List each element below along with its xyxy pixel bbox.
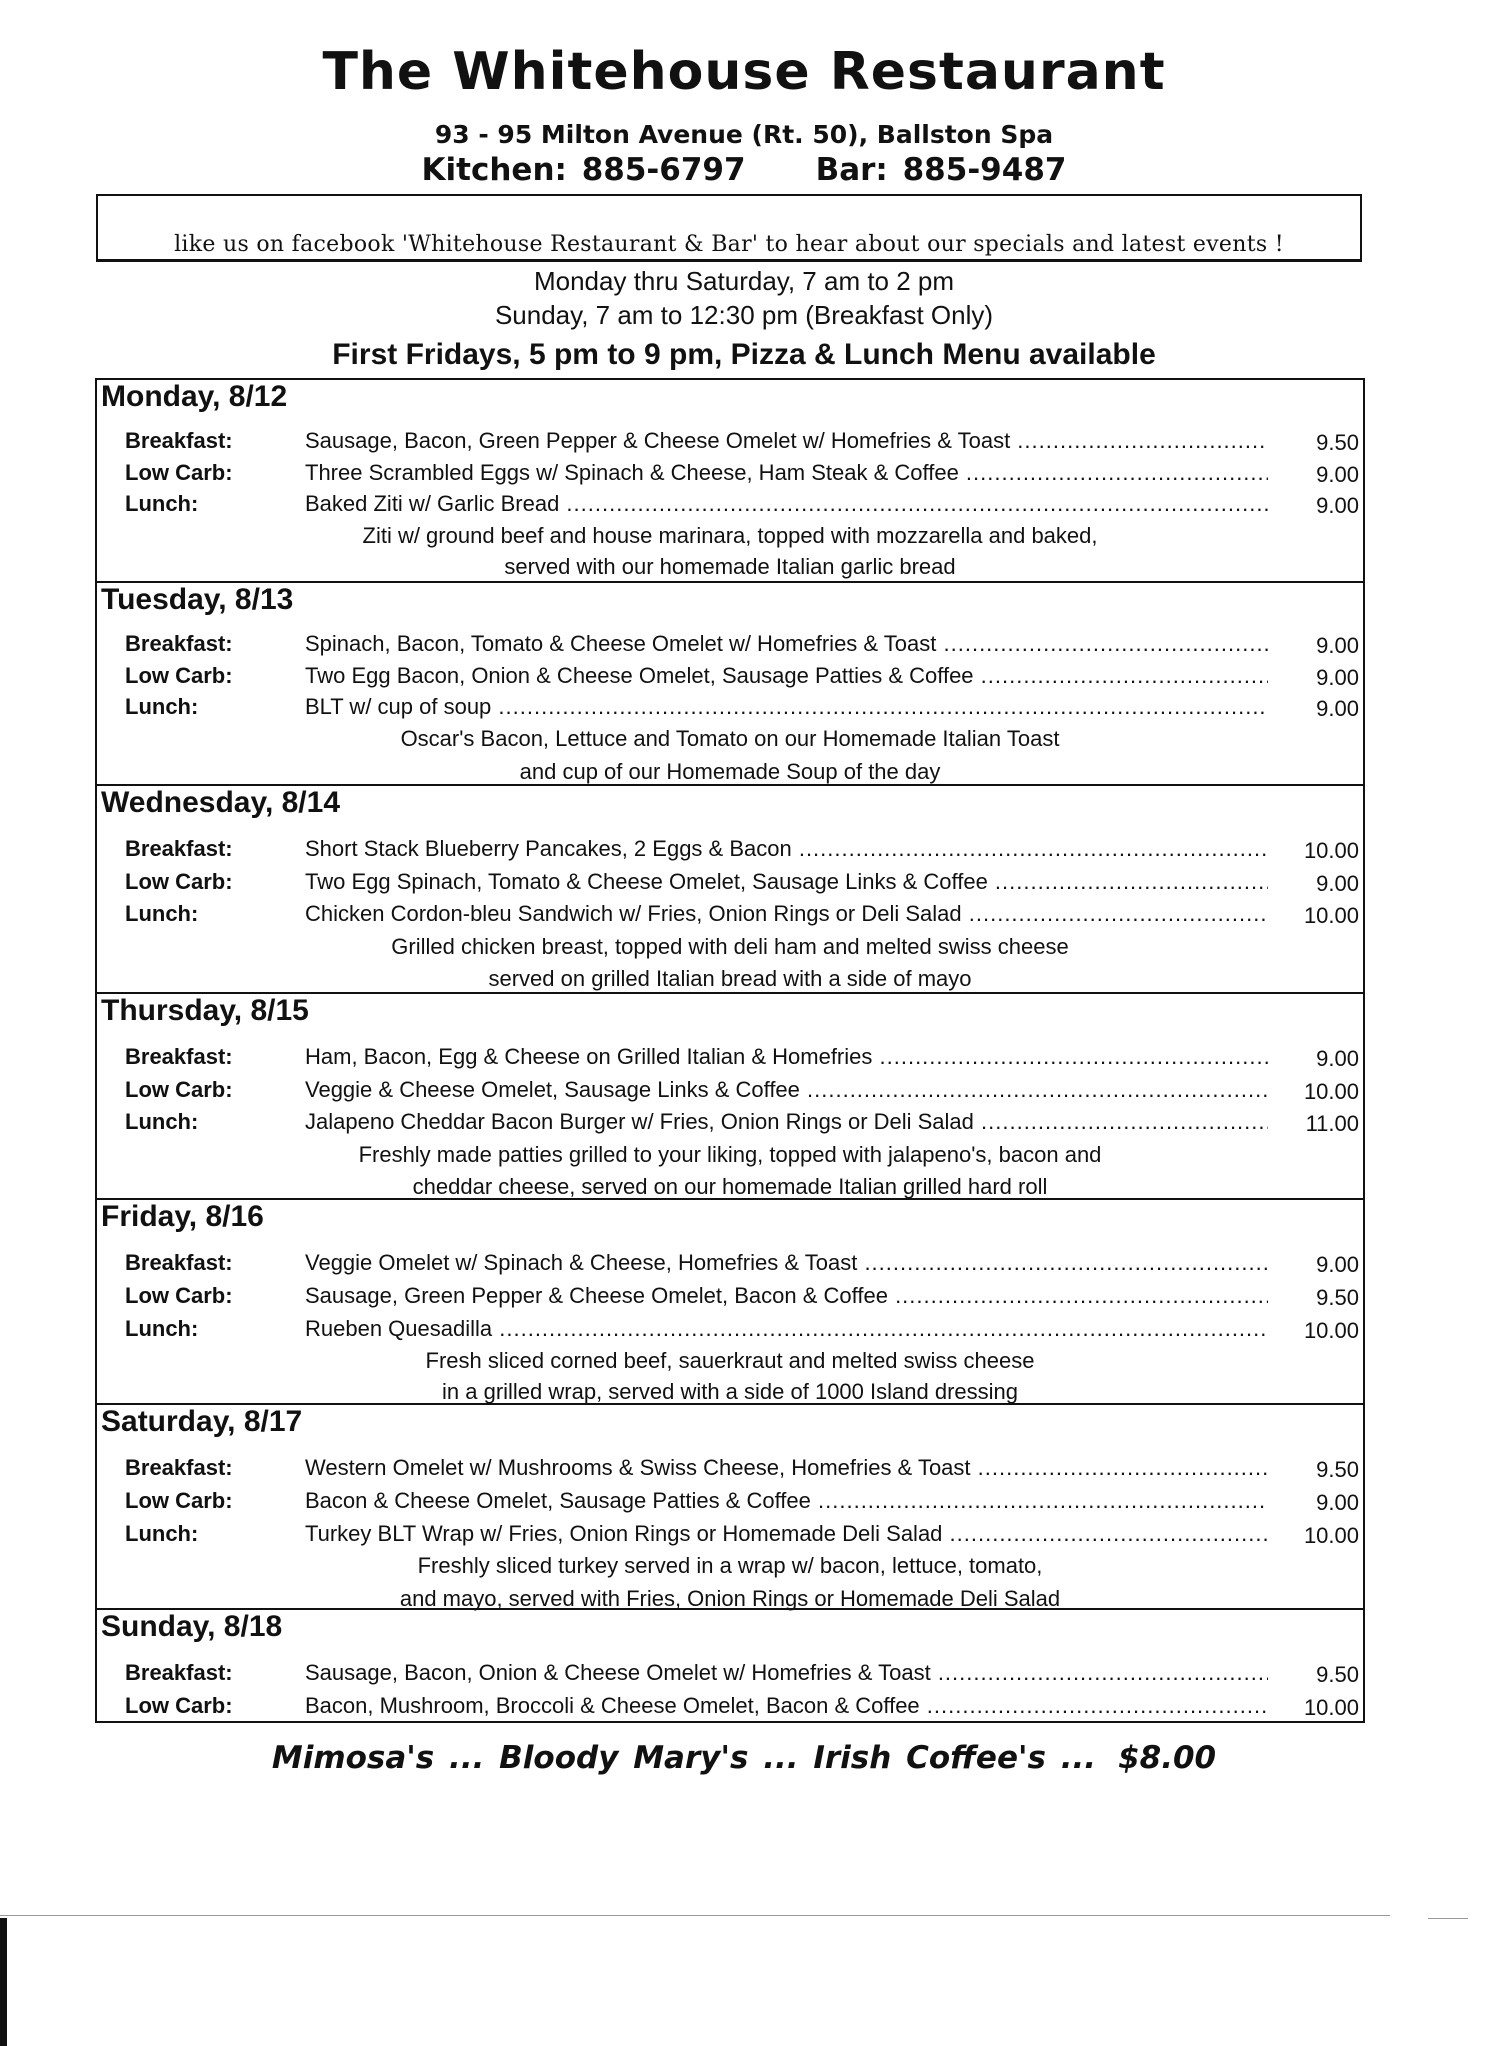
item-category: Low Carb:: [125, 663, 233, 688]
item-price: 10.00: [1303, 1079, 1359, 1104]
hours-sunday: Sunday, 7 am to 12:30 pm (Breakfast Only): [494, 300, 994, 330]
day-sunday: [97, 1608, 1363, 1721]
item-description: Baked Ziti w/ Garlic Bread .....: [305, 491, 1268, 517]
item-price: 9.00: [1316, 1046, 1359, 1071]
drink-list: Mimosa's ... Bloody Mary's ... Irish Coffee's ...: [271, 1740, 1097, 1776]
menu-item: [97, 491, 1363, 523]
menu-item: [97, 1521, 1363, 1553]
item-category: Lunch:: [125, 694, 199, 719]
day-heading: Saturday, 8/17: [101, 1405, 303, 1438]
item-price: 9.50: [1316, 1285, 1359, 1310]
day-heading: Thursday, 8/15: [101, 994, 309, 1027]
menu-item: [97, 1455, 1363, 1487]
day-heading: Sunday, 8/18: [101, 1610, 283, 1643]
item-category: Low Carb:: [125, 460, 233, 485]
item-price: 9.00: [1316, 462, 1359, 487]
item-description: BLT w/ cup of soup .....: [305, 694, 1268, 720]
item-price: 10.00: [1303, 1318, 1359, 1343]
item-category: Low Carb:: [125, 1077, 233, 1102]
item-price: 9.00: [1316, 696, 1359, 721]
item-price: 9.00: [1316, 1490, 1359, 1515]
menu-item: [97, 1693, 1363, 1725]
item-price: 10.00: [1303, 838, 1359, 863]
day-heading: Tuesday, 8/13: [101, 583, 294, 616]
scan-edge-mark: [0, 1918, 7, 2046]
lunch-note-line: served on grilled Italian bread with a side of mayo: [488, 966, 972, 991]
item-description: Spinach, Bacon, Tomato & Cheese Omelet w/ Homefries & Toast .....: [305, 631, 1268, 657]
first-fridays-notice: First Fridays, 5 pm to 9 pm, Pizza & Lunch Menu available: [332, 338, 1156, 371]
day-friday: [97, 1198, 1363, 1403]
item-category: Low Carb:: [125, 1693, 233, 1718]
menu-item: [97, 836, 1363, 868]
item-category: Lunch:: [125, 1109, 199, 1134]
item-price: 10.00: [1303, 1523, 1359, 1548]
item-description: Short Stack Blueberry Pancakes, 2 Eggs & Bacon .....: [305, 836, 1268, 862]
item-description: Rueben Quesadilla .....: [305, 1316, 1268, 1342]
item-category: Low Carb:: [125, 1283, 233, 1308]
menu-item: [97, 1109, 1363, 1141]
scan-dash-mark: [1428, 1918, 1468, 1919]
menu-item: [97, 1283, 1363, 1315]
menu-item: [97, 663, 1363, 695]
item-description: Three Scrambled Eggs w/ Spinach & Cheese, Ham Steak & Coffee .....: [305, 460, 1268, 486]
menu-item: [97, 428, 1363, 460]
item-description: Veggie Omelet w/ Spinach & Cheese, Homefries & Toast .....: [305, 1250, 1268, 1276]
item-description: Turkey BLT Wrap w/ Fries, Onion Rings or Homemade Deli Salad .....: [305, 1521, 1268, 1547]
lunch-note-line: and cup of our Homemade Soup of the day: [519, 759, 941, 784]
hours-weekday: Monday thru Saturday, 7 am to 2 pm: [533, 266, 955, 296]
item-price: 9.00: [1316, 871, 1359, 896]
menu-item: [97, 1250, 1363, 1282]
lunch-note-line: Ziti w/ ground beef and house marinara, topped with mozzarella and baked,: [362, 523, 1098, 548]
item-description: Western Omelet w/ Mushrooms & Swiss Cheese, Homefries & Toast .....: [305, 1455, 1268, 1481]
facebook-text: like us on facebook 'Whitehouse Restaurant & Bar' to hear about our specials and latest events !: [174, 232, 1284, 257]
lunch-note-line: Freshly sliced turkey served in a wrap w/ bacon, lettuce, tomato,: [417, 1553, 1043, 1578]
item-price: 9.50: [1316, 1662, 1359, 1687]
lunch-note-line: Grilled chicken breast, topped with deli ham and melted swiss cheese: [391, 934, 1069, 959]
day-tuesday: [97, 581, 1363, 784]
weekly-menu: [95, 378, 1365, 1723]
item-description: Veggie & Cheese Omelet, Sausage Links & Coffee .....: [305, 1077, 1268, 1103]
day-saturday: [97, 1403, 1363, 1611]
item-description: Bacon, Mushroom, Broccoli & Cheese Omelet, Bacon & Coffee .....: [305, 1693, 1268, 1719]
item-category: Breakfast:: [125, 631, 233, 656]
drink-price: $8.00: [1118, 1740, 1217, 1776]
lunch-note-line: Oscar's Bacon, Lettuce and Tomato on our Homemade Italian Toast: [400, 726, 1060, 751]
item-category: Breakfast:: [125, 1044, 233, 1069]
item-price: 9.50: [1316, 1457, 1359, 1482]
menu-item: [97, 901, 1363, 933]
item-price: 9.00: [1316, 1252, 1359, 1277]
scan-divider-line: [0, 1915, 1390, 1916]
item-description: Two Egg Bacon, Onion & Cheese Omelet, Sausage Patties & Coffee .....: [305, 663, 1268, 689]
item-category: Lunch:: [125, 901, 199, 926]
day-heading: Wednesday, 8/14: [101, 786, 341, 819]
item-description: Ham, Bacon, Egg & Cheese on Grilled Italian & Homefries .....: [305, 1044, 1268, 1070]
item-category: Breakfast:: [125, 428, 233, 453]
day-heading: Friday, 8/16: [101, 1200, 264, 1233]
menu-item: [97, 1044, 1363, 1076]
menu-item: [97, 460, 1363, 492]
day-thursday: [97, 992, 1363, 1198]
drink-specials: [0, 1740, 1488, 1776]
item-category: Breakfast:: [125, 1455, 233, 1480]
item-category: Breakfast:: [125, 1250, 233, 1275]
item-category: Lunch:: [125, 1521, 199, 1546]
item-description: Sausage, Bacon, Green Pepper & Cheese Omelet w/ Homefries & Toast .....: [305, 428, 1268, 454]
bar-phone: Bar: 885-9487: [815, 152, 1067, 188]
menu-item: [97, 1488, 1363, 1520]
restaurant-title: The Whitehouse Restaurant: [322, 42, 1166, 102]
facebook-banner: [96, 194, 1362, 262]
item-category: Low Carb:: [125, 869, 233, 894]
phone-numbers: [0, 152, 1488, 188]
menu-item: [97, 694, 1363, 726]
menu-item: [97, 631, 1363, 663]
item-description: Sausage, Bacon, Onion & Cheese Omelet w/ Homefries & Toast .....: [305, 1660, 1268, 1686]
day-wednesday: [97, 784, 1363, 992]
lunch-note-line: and mayo, served with Fries, Onion Rings or Homemade Deli Salad: [399, 1586, 1061, 1611]
item-description: Sausage, Green Pepper & Cheese Omelet, Bacon & Coffee .....: [305, 1283, 1268, 1309]
lunch-note-line: Freshly made patties grilled to your liking, topped with jalapeno's, bacon and: [358, 1142, 1102, 1167]
item-description: Two Egg Spinach, Tomato & Cheese Omelet, Sausage Links & Coffee .....: [305, 869, 1268, 895]
menu-item: [97, 1316, 1363, 1348]
item-description: Jalapeno Cheddar Bacon Burger w/ Fries, Onion Rings or Deli Salad .....: [305, 1109, 1268, 1135]
item-category: Lunch:: [125, 491, 199, 516]
item-price: 9.00: [1316, 493, 1359, 518]
item-price: 9.00: [1316, 633, 1359, 658]
menu-item: [97, 1077, 1363, 1109]
item-category: Breakfast:: [125, 1660, 233, 1685]
lunch-note-line: in a grilled wrap, served with a side of 1000 Island dressing: [442, 1379, 1018, 1404]
lunch-note-line: cheddar cheese, served on our homemade Italian grilled hard roll: [412, 1174, 1048, 1199]
item-price: 9.50: [1316, 430, 1359, 455]
item-price: 10.00: [1303, 903, 1359, 928]
day-heading: Monday, 8/12: [101, 380, 288, 413]
day-monday: [97, 380, 1363, 581]
menu-item: [97, 869, 1363, 901]
menu-item: [97, 1660, 1363, 1692]
lunch-note-line: served with our homemade Italian garlic bread: [504, 554, 956, 579]
item-description: Bacon & Cheese Omelet, Sausage Patties & Coffee .....: [305, 1488, 1268, 1514]
item-price: 9.00: [1316, 665, 1359, 690]
lunch-note-line: Fresh sliced corned beef, sauerkraut and melted swiss cheese: [425, 1348, 1035, 1373]
item-price: 10.00: [1303, 1695, 1359, 1720]
item-category: Breakfast:: [125, 836, 233, 861]
item-price: 11.00: [1305, 1111, 1359, 1136]
restaurant-address: 93 - 95 Milton Avenue (Rt. 50), Ballston Spa: [434, 120, 1054, 149]
item-category: Lunch:: [125, 1316, 199, 1341]
item-category: Low Carb:: [125, 1488, 233, 1513]
kitchen-phone: Kitchen: 885-6797: [421, 152, 746, 188]
item-description: Chicken Cordon-bleu Sandwich w/ Fries, Onion Rings or Deli Salad .....: [305, 901, 1268, 927]
